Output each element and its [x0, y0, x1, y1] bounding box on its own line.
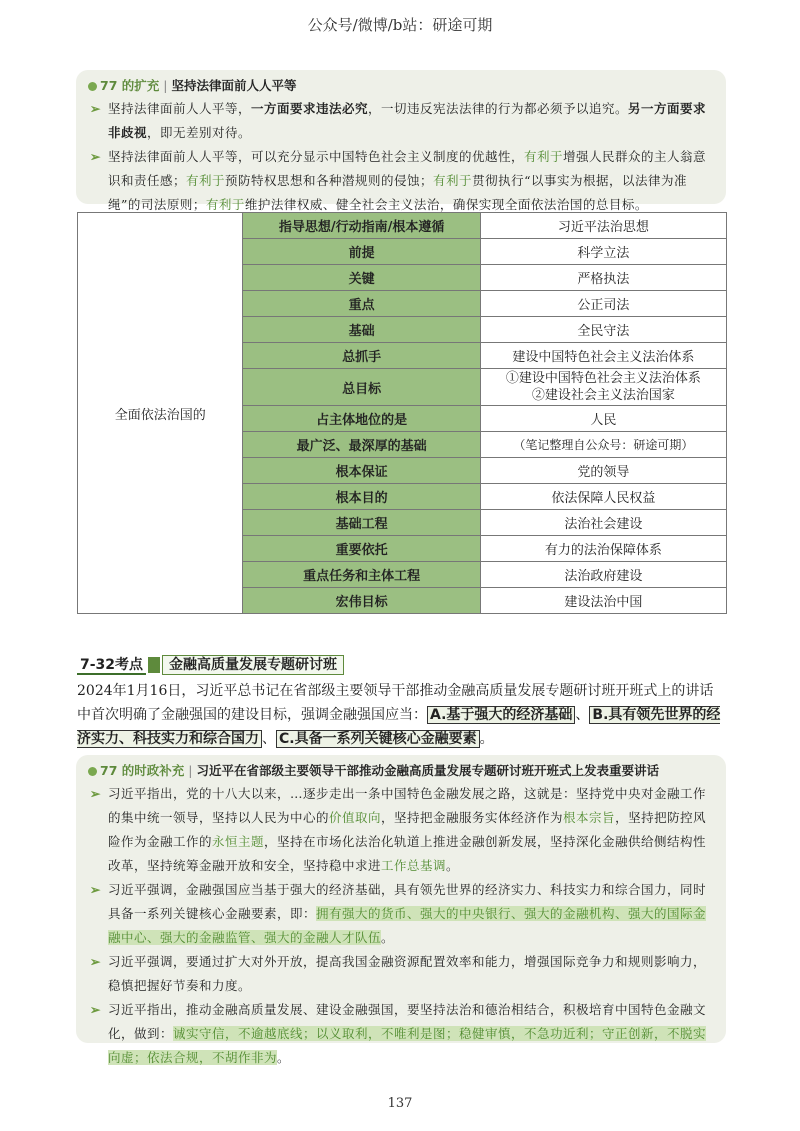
answer-a: A.基于强大的经济基础 — [427, 706, 575, 724]
table-row — [78, 213, 727, 239]
arrow-icon: ➢ — [90, 954, 101, 969]
row-label: 重点 — [243, 291, 480, 317]
note-bullet: ➢ 习近平指出，推动金融高质量发展、建设金融强国，要坚持法治和德治相结合，积极培育中国特色金融文化，做到：诚实守信，不逾越底线；以义取利，不唯利是图；稳健审慎，不急功近利；守正创新，不脱实向虚；依法合规，不胡作非为。 — [88, 998, 714, 1070]
page-number: 137 — [387, 1096, 413, 1111]
note-title: 77 的扩充 | 坚持法律面前人人平等 — [88, 76, 714, 94]
answer-c: C.具备一系列关键核心金融要素 — [276, 730, 480, 748]
note-heading: 习近平在省部级主要领导干部推动金融高质量发展专题研讨班开班式上发表重要讲话 — [196, 763, 659, 778]
note-title: 77 的时政补充 | 习近平在省部级主要领导干部推动金融高质量发展专题研讨班开班式上发表重要讲话 — [88, 761, 714, 779]
row-label: 指导思想/行动指南/根本遵循 — [243, 213, 480, 239]
page-header: 公众号/微博/b站：研途可期 — [307, 16, 493, 34]
answer-b: B.具有领先世界的经济实力、科技实力和综合国力 — [77, 707, 721, 747]
note-bullet: ➢ 坚持法律面前人人平等，一方面要求违法必究，一切违反宪法法律的行为都必须予以追究。另一方面要求非歧视，即无差别对待。 — [88, 97, 714, 145]
row-label: 根本保证 — [243, 458, 480, 484]
bullet-dot-icon — [88, 767, 97, 776]
row-label: 根本目的 — [243, 484, 480, 510]
row-label: 关键 — [243, 265, 480, 291]
row-label: 总抓手 — [243, 343, 480, 369]
row-value: 人民 — [480, 406, 726, 432]
note-bullet: ➢ 习近平强调，要通过扩大对外开放，提高我国金融资源配置效率和能力，增强国际竞争力和规则影响力，稳慎把握好节奏和力度。 — [88, 950, 714, 998]
section-paragraph: 2024年1月16日，习近平总书记在省部级主要领导干部推动金融高质量发展专题研讨班开班式上的讲话中首次明确了金融强国的建设目标，强调金融强国应当： A.基于强大的经济基础 、 B.具有领先世界的经济实力、科技实力和综合国力 、 C.具备一系列关键核心金融要素 。 — [77, 683, 721, 747]
row-value: 法治社会建设 — [480, 510, 726, 536]
note-tag: 77 的扩充 — [100, 78, 160, 93]
row-value: 公正司法 — [480, 291, 726, 317]
current-affairs-note-box — [76, 755, 726, 1065]
row-value: 科学立法 — [480, 239, 726, 265]
rule-of-law-table — [77, 212, 727, 614]
arrow-icon: ➢ — [90, 882, 101, 897]
row-value: 依法保障人民权益 — [480, 484, 726, 510]
row-value: （笔记整理自公众号：研途可期） — [480, 432, 726, 458]
expansion-note-box — [76, 70, 726, 212]
note-heading: 坚持法律面前人人平等 — [171, 78, 297, 93]
row-label: 宏伟目标 — [243, 588, 480, 614]
table-left-header: 全面依法治国的 — [78, 213, 243, 614]
row-value: ①建设中国特色社会主义法治体系 ②建设社会主义法治国家 — [480, 369, 726, 406]
row-label: 总目标 — [243, 369, 480, 406]
arrow-icon: ➢ — [90, 786, 101, 801]
note-bullet: ➢ 坚持法律面前人人平等，可以充分显示中国特色社会主义制度的优越性，有利于增强人民群众的主人翁意识和责任感；有利于预防特权思想和各种潜规则的侵蚀；有利于贯彻执行“以事实为根据，以法律为准绳”的司法原则；有利于维护法律权威、健全社会主义法治，确保实现全面依法治国的总目标。 — [88, 145, 714, 217]
section-title: 金融高质量发展专题研讨班 — [162, 655, 344, 675]
row-label: 基础 — [243, 317, 480, 343]
row-value: 党的领导 — [480, 458, 726, 484]
arrow-icon: ➢ — [90, 1002, 101, 1017]
row-value: 建设法治中国 — [480, 588, 726, 614]
row-value: 建设中国特色社会主义法治体系 — [480, 343, 726, 369]
note-tag: 77 的时政补充 — [100, 763, 185, 778]
row-value: 严格执法 — [480, 265, 726, 291]
section-heading — [77, 654, 344, 674]
row-value: 法治政府建设 — [480, 562, 726, 588]
row-label: 占主体地位的是 — [243, 406, 480, 432]
row-label: 重点任务和主体工程 — [243, 562, 480, 588]
row-value: 全民守法 — [480, 317, 726, 343]
row-label: 前提 — [243, 239, 480, 265]
row-label: 基础工程 — [243, 510, 480, 536]
section-code: 7-32考点 — [77, 657, 146, 675]
arrow-icon: ➢ — [90, 101, 101, 116]
row-value: 习近平法治思想 — [480, 213, 726, 239]
bullet-dot-icon — [88, 82, 97, 91]
row-value: 有力的法治保障体系 — [480, 536, 726, 562]
arrow-icon: ➢ — [90, 149, 101, 164]
row-label: 最广泛、最深厚的基础 — [243, 432, 480, 458]
note-bullet: ➢ 习近平指出，党的十八大以来，…逐步走出一条中国特色金融发展之路，这就是：坚持党中央对金融工作的集中统一领导，坚持以人民为中心的价值取向，坚持把金融服务实体经济作为根本宗旨，坚持把防控风险作为金融工作的永恒主题，坚持在市场化法治化轨道上推进金融创新发展，坚持深化金融供给侧结构性改革，坚持统筹金融开放和安全，坚持稳中求进工作总基调。 — [88, 782, 714, 878]
flag-icon — [148, 657, 160, 673]
row-label: 重要依托 — [243, 536, 480, 562]
note-bullet: ➢ 习近平强调，金融强国应当基于强大的经济基础，具有领先世界的经济实力、科技实力和综合国力，同时具备一系列关键核心金融要素，即：拥有强大的货币、强大的中央银行、强大的金融机构、强大的国际金融中心、强大的金融监管、强大的金融人才队伍。 — [88, 878, 714, 950]
